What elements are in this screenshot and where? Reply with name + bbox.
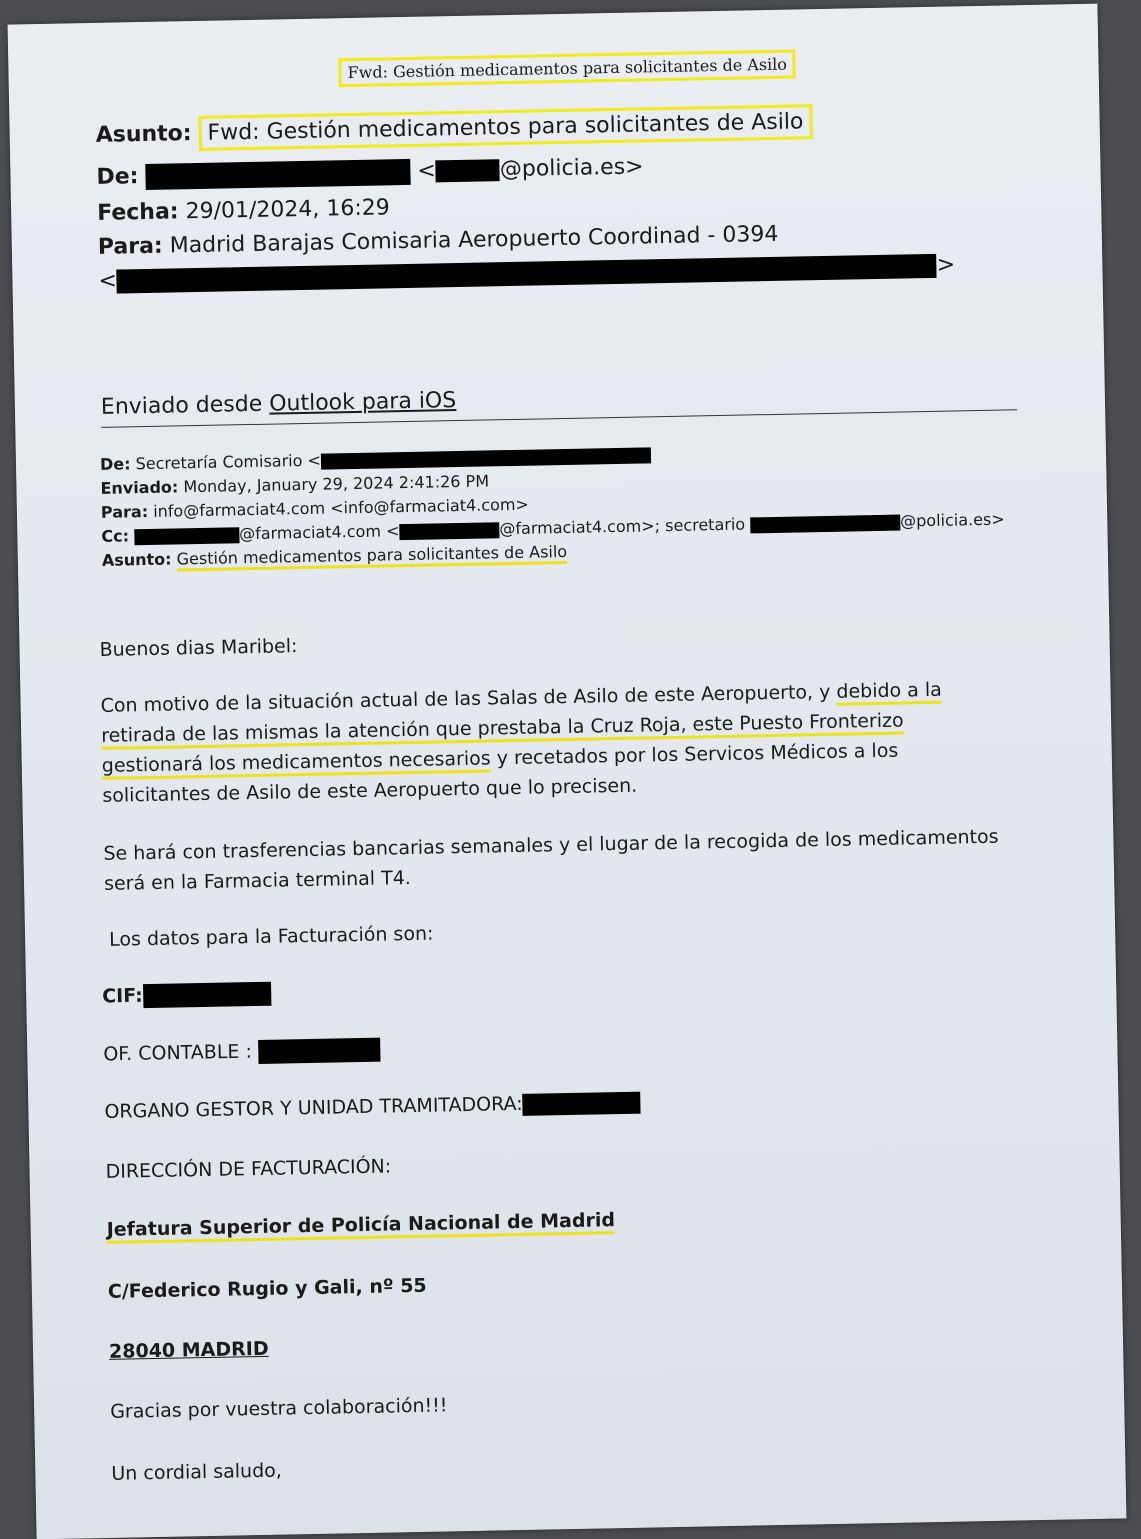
print-header-title [338,49,796,87]
inner-cc-part1: @farmaciat4.com < [238,521,400,544]
outer-de-line [96,154,644,190]
inner-cc-part3: @policia.es> [899,509,1005,531]
greeting: Buenos dias Maribel: [99,635,298,661]
print-header-text: Fwd: Gestión medicamentos para solicitantes de Asilo [347,54,788,83]
outer-asunto-label: Asunto: [95,121,192,148]
jefatura-text: Jefatura Superior de Policía Nacional de Madrid [107,1209,616,1244]
outer-de-open: < [417,158,437,184]
outlook-link[interactable]: Outlook para iOS [268,388,457,417]
inner-para-line [101,495,529,522]
p1-line-1a: Con motivo de la situación actual de las Salas de Asilo de este Aeropuerto, y [100,680,837,717]
outer-para-email-line [98,252,955,293]
cif-line [102,982,271,1009]
direccion-facturacion: DIRECCIÓN DE FACTURACIÓN: [105,1155,392,1183]
redacted-cc-user-3 [750,514,900,533]
p1-line-1b: debido a la [836,679,942,706]
outer-para-line [98,222,779,260]
inner-asunto-label: Asunto: [101,549,172,570]
p1-line-3b: y recetados por los Servicos Médicos a los [490,739,899,770]
inner-de-line [100,444,651,474]
p2-line-2: será en la Farmacia terminal T4. [103,867,412,895]
enviado-desde-text: Enviado desde [100,391,270,420]
p2-line-1: Se hará con trasferencias bancarias semanales y el lugar de la recogida de los medicamentos [103,825,999,865]
jefatura-line [107,1209,616,1241]
redacted-of-contable [258,1038,380,1064]
saludo: Un cordial saludo, [111,1459,283,1485]
cp-line [109,1338,269,1363]
enviado-desde-line [101,388,457,420]
inner-cc-part2: @farmaciat4.com>; secretario [499,514,751,539]
redacted-organo [522,1091,640,1115]
redacted-recipient-email [117,254,937,294]
of-contable-label: OF. CONTABLE : [103,1040,253,1066]
outer-para-label: Para: [97,233,163,260]
redacted-cc-user-1 [134,527,239,545]
inner-de-value: Secretaría Comisario < [135,450,322,474]
outer-asunto-line [95,109,812,148]
inner-para-label: Para: [100,501,149,522]
calle-line [108,1275,427,1303]
outer-asunto-value: Fwd: Gestión medicamentos para solicitantes de Asilo [198,104,813,151]
organo-label: ORGANO GESTOR Y UNIDAD TRAMITADORA: [104,1092,523,1123]
inner-cc-label: Cc: [101,526,130,546]
inner-asunto-line [102,542,568,570]
outer-de-label: De: [96,164,139,190]
outer-fecha-value: 29/01/2024, 16:29 [185,195,390,225]
cif-label: CIF: [102,984,143,1008]
p1-line-2-text: retirada de las mismas la atención que prestaba la Cruz Roja, este Puesto Fronterizo [101,710,904,750]
redacted-cc-user-2 [399,522,499,540]
datos-facturacion: Los datos para la Facturación son: [108,922,434,951]
inner-para-value: info@farmaciat4.com <info@farmaciat4.com> [153,494,530,521]
inner-de-label: De: [99,454,131,474]
p1-line-4: solicitantes de Asilo de este Aeropuerto que lo precisen. [102,774,638,807]
calle-text: C/Federico Rugio y Gali, nº 55 [107,1274,427,1303]
gracias: Gracias por vuestra colaboración!!! [109,1394,448,1423]
outer-para-open: < [98,268,118,294]
cp-text: 28040 MADRID [108,1337,269,1363]
inner-enviado-label: Enviado: [100,477,179,498]
outer-fecha-label: Fecha: [96,199,179,226]
redacted-sender-user [436,159,500,182]
inner-enviado-line [100,471,489,497]
organo-line [104,1091,641,1124]
inner-enviado-value: Monday, January 29, 2024 2:41:26 PM [183,471,490,497]
of-contable-line [103,1038,380,1067]
p1-line-3a: gestionará los medicamentos necesarios [102,747,491,779]
redacted-sender-name [145,159,410,190]
redacted-secretaria-email [321,447,651,469]
outer-fecha-line [97,195,390,226]
outer-de-email: @policia.es> [499,154,644,183]
outer-para-value: Madrid Barajas Comisaria Aeropuerto Coordinad - 0394 [169,221,779,259]
outer-para-close: > [936,252,956,278]
redacted-cif [143,982,271,1008]
inner-asunto-value: Gestión medicamentos para solicitantes de Asilo [176,542,567,571]
printed-email-page [8,4,1127,1539]
